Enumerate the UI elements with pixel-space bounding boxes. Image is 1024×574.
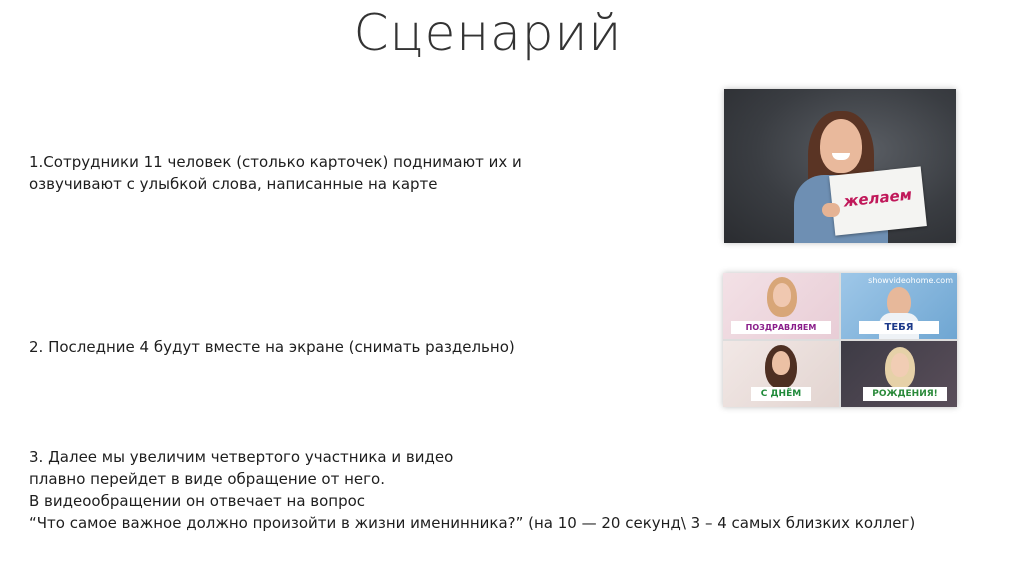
paragraph-3-line-3: В видеообращении он отвечает на вопрос xyxy=(29,492,366,510)
sign-1: ПОЗДРАВЛЯЕМ xyxy=(731,321,831,334)
sign-2: ТЕБЯ xyxy=(859,321,939,334)
photo-woman-with-card xyxy=(724,89,956,243)
paragraph-3-line-1: 3. Далее мы увеличим четвертого участника и видео xyxy=(29,448,454,466)
hand xyxy=(822,203,840,217)
page-title: Сценарий xyxy=(353,4,623,62)
face xyxy=(772,351,790,375)
paragraph-2-line-1: 2. Последние 4 будут вместе на экране (снимать раздельно) xyxy=(29,338,515,356)
paragraph-1-line-2: озвучивают с улыбкой слова, написанные на карте xyxy=(29,175,438,193)
paragraph-3 xyxy=(29,446,989,534)
paragraph-3-line-2: плавно перейдет в виде обращение от него. xyxy=(29,470,385,488)
watermark: showvideohome.com xyxy=(868,276,953,285)
paragraph-3-line-4: “Что самое важное должно произойти в жизни именинника?” (на 10 — 20 секунд\ 3 – 4 самых близких коллег) xyxy=(29,514,916,532)
card-text: желаем xyxy=(842,185,913,211)
collage-tile-4 xyxy=(841,341,957,407)
paragraph-1-line-1: 1.Сотрудники 11 человек (столько карточек) поднимают их и xyxy=(29,153,522,171)
face xyxy=(773,283,791,307)
paragraph-2 xyxy=(29,336,649,358)
face xyxy=(891,353,909,377)
collage-tile-1 xyxy=(723,273,839,339)
sign-4: РОЖДЕНИЯ! xyxy=(863,387,947,401)
collage-tile-3 xyxy=(723,341,839,407)
photo-collage xyxy=(723,273,957,407)
card xyxy=(829,166,927,235)
face xyxy=(820,119,862,173)
paragraph-1 xyxy=(29,151,649,195)
sign-3: С ДНЁМ xyxy=(751,387,811,401)
collage-tile-2 xyxy=(841,273,957,339)
